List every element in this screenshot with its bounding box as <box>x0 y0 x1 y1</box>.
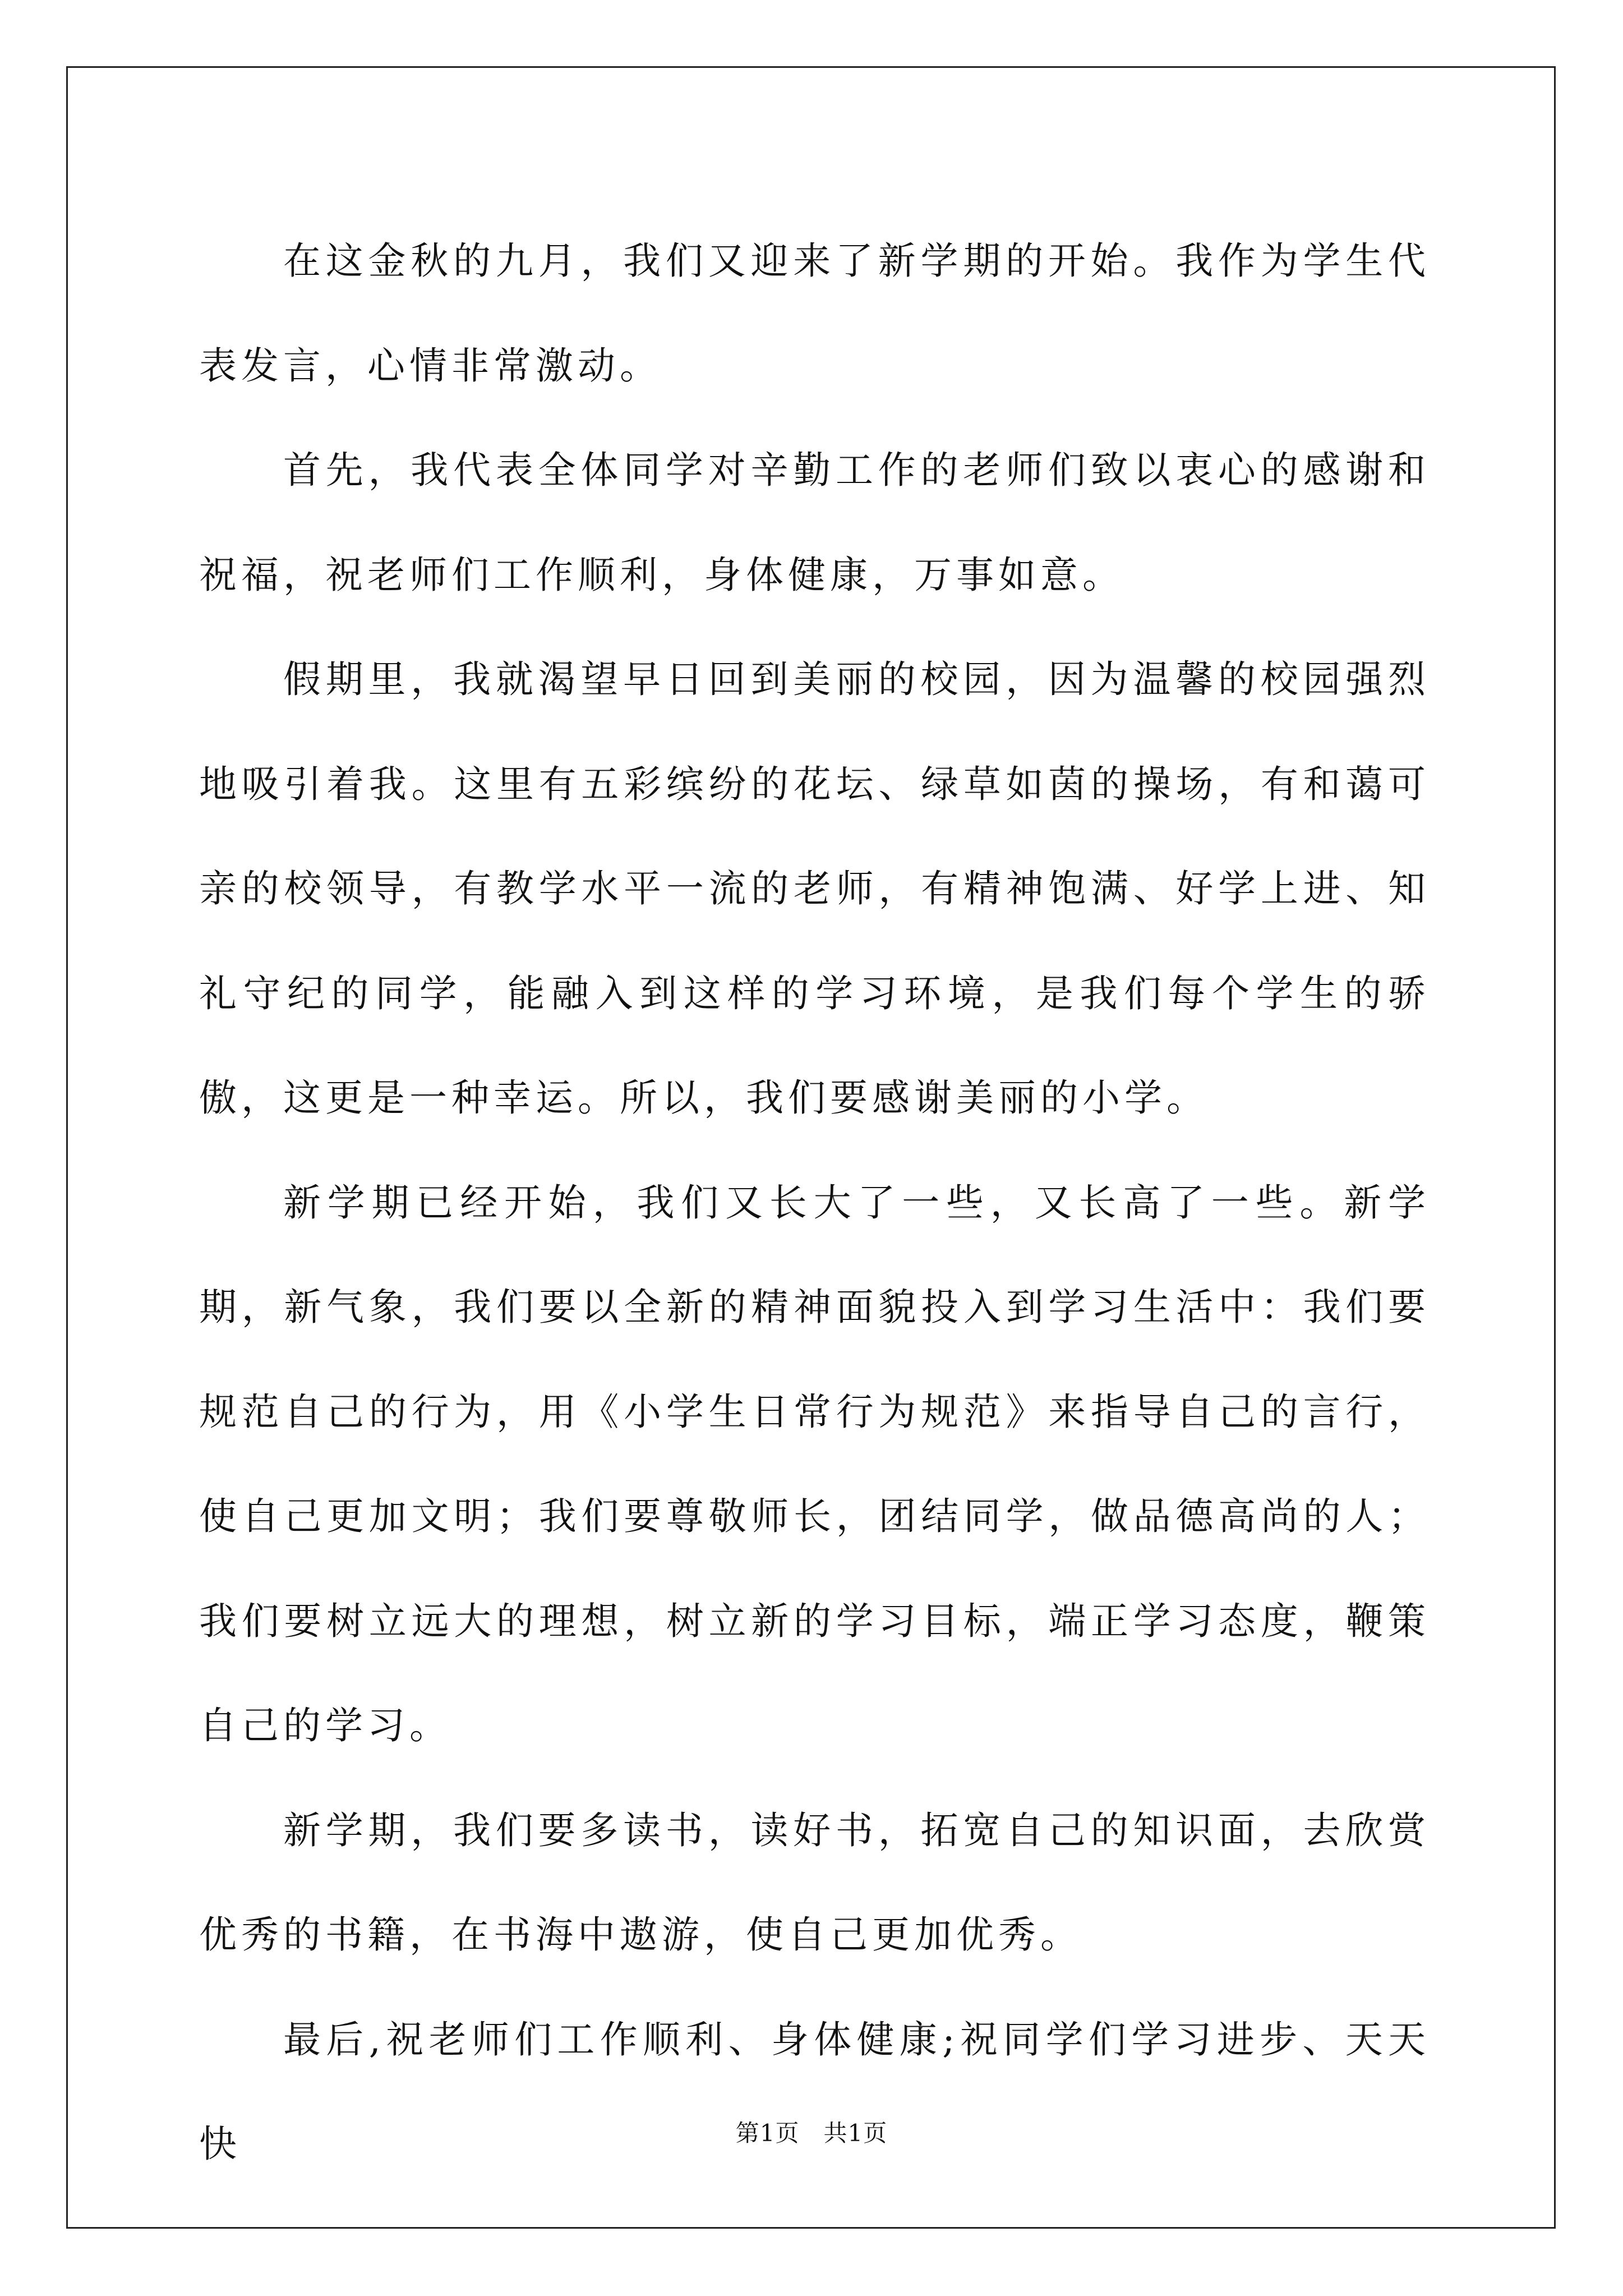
paragraph-6: 最后,祝老师们工作顺利、身体健康;祝同学们学习进步、天天快 <box>199 2017 1430 2166</box>
paragraph-2: 首先，我代表全体同学对辛勤工作的老师们致以衷心的感谢和祝福，祝老师们工作顺利，身体健康，万事如意。 <box>199 448 1430 597</box>
paragraph-4: 新学期已经开始，我们又长大了一些，又长高了一些。新学期，新气象，我们要以全新的精神面貌投入到学习生活中：我们要规范自己的行为，用《小学生日常行为规范》来指导自己的言行，使自己更加文明；我们要尊敬师长，团结同学，做品德高尚的人；我们要树立远大的理想，树立新的学习目标，端正学习态度，鞭策自己的学习。 <box>199 1180 1430 1747</box>
document-body <box>199 209 1430 2197</box>
paragraph-3: 假期里，我就渴望早日回到美丽的校园，因为温馨的校园强烈地吸引着我。这里有五彩缤纷的花坛、绿草如茵的操场，有和蔼可亲的校领导，有教学水平一流的老师，有精神饱满、好学上进、知礼守纪的同学，能融入到这样的学习环境，是我们每个学生的骄傲，这更是一种幸运。所以，我们要感谢美丽的小学。 <box>199 657 1430 1120</box>
paragraph-1: 在这金秋的九月，我们又迎来了新学期的开始。我作为学生代表发言，心情非常激动。 <box>199 239 1430 388</box>
page-number-footer: 第1页 共1页 <box>735 2119 888 2147</box>
paragraph-5: 新学期，我们要多读书，读好书，拓宽自己的知识面，去欣赏优秀的书籍，在书海中遨游，使自己更加优秀。 <box>199 1808 1430 1957</box>
